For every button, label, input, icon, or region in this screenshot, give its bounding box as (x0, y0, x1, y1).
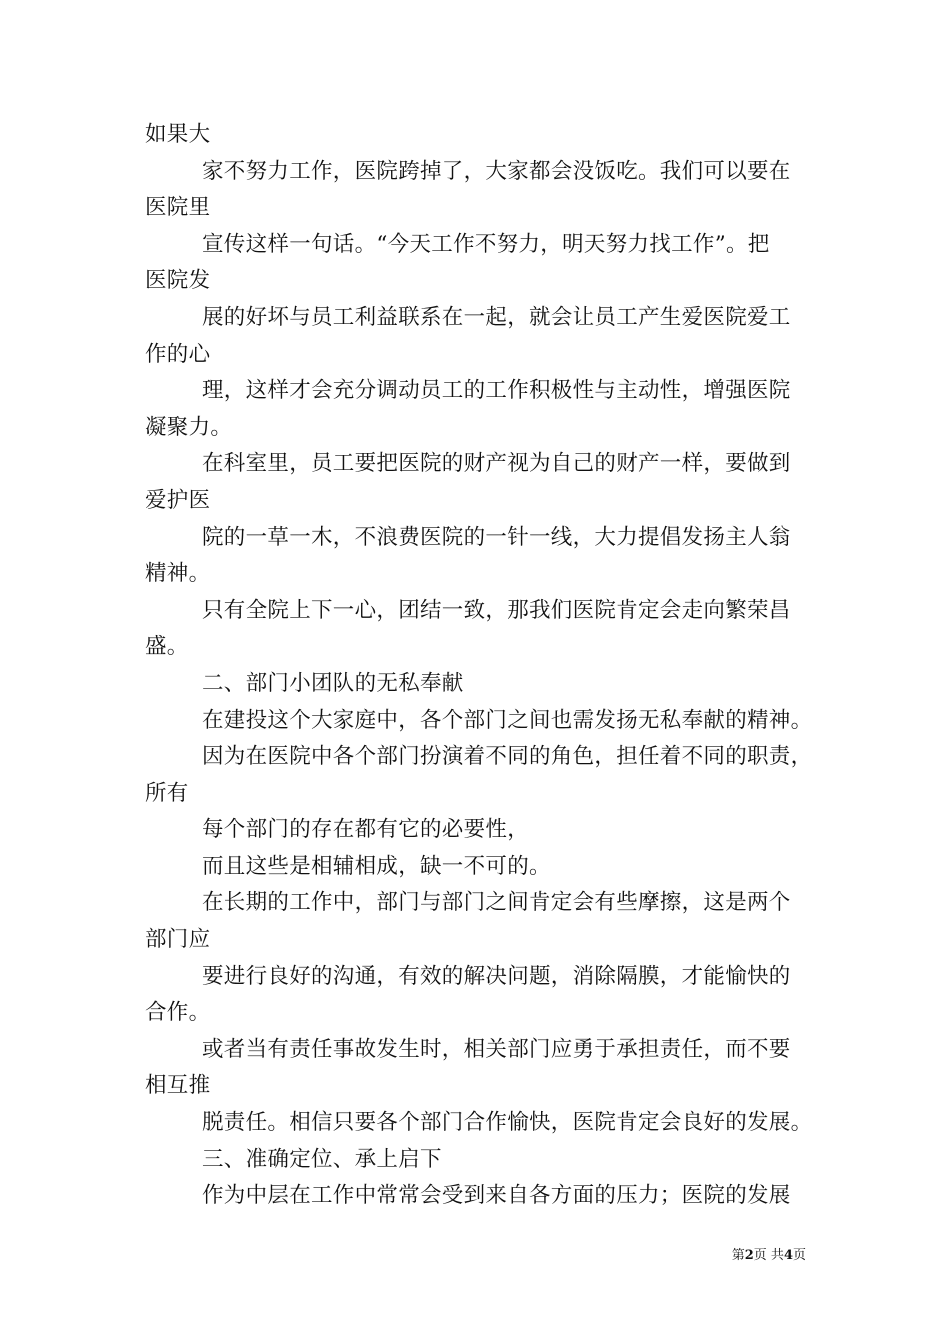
text-line: 在长期的工作中，部门与部门之间肯定会有些摩擦，这是两个 (202, 890, 791, 916)
text-line: 家不努力工作，医院跨掉了，大家都会没饭吃。我们可以要在 (202, 158, 791, 184)
text-line: 二、部门小团队的无私奉献 (202, 670, 464, 696)
text-line: 作的心 (145, 341, 211, 367)
text-line: 精神。 (145, 561, 211, 587)
footer-prefix: 第 (731, 1248, 745, 1263)
text-line: 医院发 (145, 268, 211, 294)
text-line: 每个部门的存在都有它的必要性， (202, 817, 530, 843)
text-line: 相互推 (145, 1073, 211, 1099)
text-line: 脱责任。相信只要各个部门合作愉快，医院肯定会良好的发展。 (202, 1110, 813, 1136)
text-line: 院的一草一木，不浪费医院的一针一线，大力提倡发扬主人翁 (202, 524, 791, 550)
text-line: 只有全院上下一心，团结一致，那我们医院肯定会走向繁荣昌 (202, 597, 791, 623)
text-line: 而且这些是相辅相成，缺一不可的。 (202, 853, 551, 879)
page-footer (732, 1247, 806, 1265)
text-line: 作为中层在工作中常常会受到来自各方面的压力；医院的发展 (202, 1183, 791, 1209)
text-line: 凝聚力。 (145, 414, 233, 440)
text-line: 医院里 (145, 195, 211, 221)
text-line: 盛。 (145, 634, 189, 660)
text-line: 如果大 (145, 122, 211, 147)
text-line: 宣传这样一句话。“今天工作不努力，明天努力找工作”。把 (202, 231, 770, 257)
text-line: 或者当有责任事故发生时，相关部门应勇于承担责任，而不要 (202, 1036, 791, 1062)
text-line: 在科室里，员工要把医院的财产视为自己的财产一样，要做到 (202, 451, 791, 477)
text-line: 因为在医院中各个部门扮演着不同的角色，担任着不同的职责， (202, 744, 813, 770)
total-page-count: 4 (783, 1248, 793, 1263)
text-line: 要进行良好的沟通，有效的解决问题，消除隔膜，才能愉快的 (202, 963, 791, 989)
footer-middle: 页 共 (753, 1248, 784, 1263)
text-line: 展的好坏与员工利益联系在一起，就会让员工产生爱医院爱工 (202, 304, 791, 330)
text-line: 合作。 (145, 1000, 211, 1026)
document-body (145, 117, 815, 1215)
text-line: 三、准确定位、承上启下 (202, 1146, 442, 1172)
text-line: 部门应 (145, 927, 211, 953)
text-line: 爱护医 (145, 487, 211, 513)
text-line: 所有 (145, 780, 189, 806)
footer-suffix: 页 (792, 1248, 806, 1263)
text-line: 理，这样才会充分调动员工的工作积极性与主动性，增强医院 (202, 378, 791, 404)
text-line: 在建投这个大家庭中，各个部门之间也需发扬无私奉献的精神。 (202, 707, 813, 733)
current-page-number: 2 (744, 1248, 754, 1263)
